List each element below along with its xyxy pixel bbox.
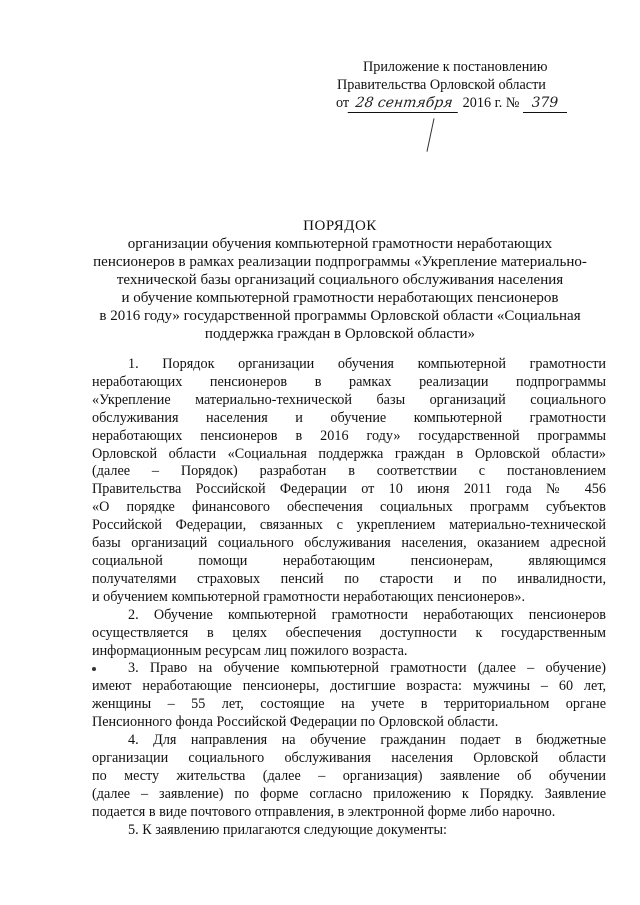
text-line: осуществляется в целях обеспечения доступности к государственным <box>92 624 606 641</box>
text-line: подается в виде почтового отправления, в электронной форме либо нарочно. <box>92 803 556 820</box>
text-line: 4. Для направления на обучение гражданин подает в бюджетные <box>128 732 606 749</box>
title-line: поддержка граждан в Орловской области» <box>204 326 476 342</box>
text-line: получателями страховых пенсий по старости и по инвалидности, <box>92 570 606 587</box>
title-line: в 2016 году» государственной программы Орловской области «Социальная <box>99 308 581 324</box>
text-line: Российской Федерации, связанных с укреплением материально-технической <box>92 517 606 534</box>
text-line: 1. Порядок организации обучения компьютерной грамотности <box>128 356 606 372</box>
date-prefix: от <box>336 95 350 111</box>
appendix-header <box>336 58 606 113</box>
title-line: организации обучения компьютерной грамотности неработающих <box>127 236 553 252</box>
text-line: информационным ресурсам лиц пожилого возраста. <box>92 642 408 659</box>
appendix-line-1: Приложение к постановлению <box>363 59 548 75</box>
pen-stroke <box>426 118 434 151</box>
appendix-line-2: Правительства Орловской области <box>337 77 546 93</box>
text-line: имеют неработающие пенсионеры, достигшие возраста: мужчины – 60 лет, <box>92 678 606 695</box>
text-line: социальной помощи неработающим пенсионерам, являющимся <box>92 552 606 569</box>
text-line: (далее – заявление) по форме согласно приложению к Порядку. Заявление <box>92 785 606 802</box>
paragraph-2 <box>92 607 606 661</box>
text-line: обслуживания населения и обучение компьютерной грамотности <box>92 409 606 426</box>
text-line: женщины – 55 лет, состоящие на учете в территориальном органе <box>92 696 606 713</box>
title-line: технической базы организаций социального обслуживания населения <box>116 272 564 288</box>
handwritten-date: 28 сентября <box>348 94 461 113</box>
text-line: организации социального обслуживания населения Орловской области <box>92 749 606 766</box>
text-line: Орловской области «Социальная поддержка граждан в Орловской области» <box>92 445 606 462</box>
text-line: «О порядке финансового обеспечения социальных программ субъектов <box>92 499 606 516</box>
paragraph-1 <box>92 356 606 607</box>
year-number-label: 2016 г. № <box>462 95 520 111</box>
title-line: и обучение компьютерной грамотности неработающих пенсионеров <box>121 290 559 306</box>
handwritten-number: 379 <box>523 94 567 113</box>
text-line: и обучением компьютерной грамотности неработающих пенсионеров». <box>92 588 525 605</box>
title-line: пенсионеров в рамках реализации подпрограммы «Укрепление материально- <box>93 254 587 270</box>
text-line: 2. Обучение компьютерной грамотности неработающих пенсионеров <box>128 606 606 623</box>
appendix-date-line <box>336 94 606 113</box>
text-line: «Укрепление материально-технической базы организаций социального <box>92 391 606 408</box>
text-line: по месту жительства (далее – организация) заявление об обучении <box>92 767 606 784</box>
paragraph-4 <box>92 732 606 822</box>
text-line: Пенсионного фонда Российской Федерации по Орловской области. <box>92 714 499 731</box>
paragraph-5 <box>92 822 606 840</box>
text-line: Правительства Российской Федерации от 10 июня 2011 года № 456 <box>92 481 606 498</box>
text-line: неработающих пенсионеров в рамках реализации подпрограммы <box>92 373 606 390</box>
document-title <box>60 217 620 343</box>
text-line: базы организаций социального обслуживания населения, оказанием адресной <box>92 535 606 552</box>
text-line: (далее – Порядок) разработан в соответствии с постановлением <box>92 463 606 480</box>
paragraph-3 <box>92 660 606 732</box>
document-body <box>92 356 606 839</box>
scan-speck <box>92 667 96 671</box>
text-line: 5. К заявлению прилагаются следующие документы: <box>128 821 447 838</box>
title-heading: ПОРЯДОК <box>303 218 377 234</box>
text-line: 3. Право на обучение компьютерной грамотности (далее – обучение) <box>128 660 606 677</box>
text-line: неработающих пенсионеров в 2016 году» государственной программы <box>92 427 606 444</box>
